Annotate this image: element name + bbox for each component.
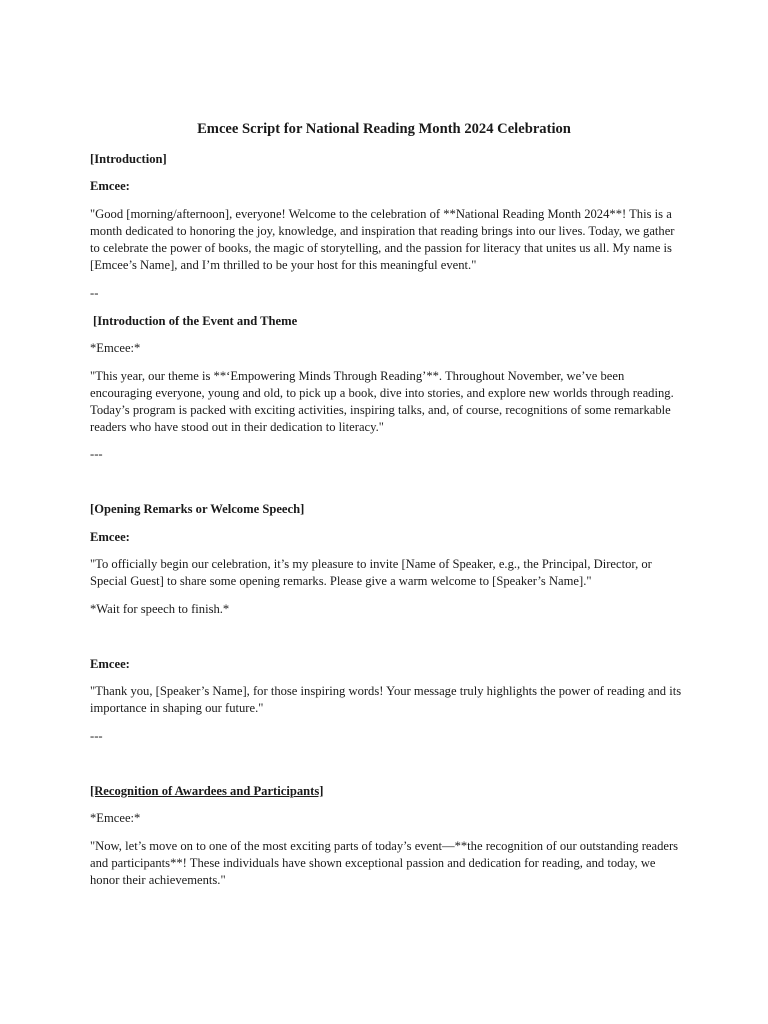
paragraph-opening: "To officially begin our celebration, it’s my pleasure to invite [Name of Speaker, e.g., the Principal, Director, or Special Guest] to share some opening remarks. Please give a warm welcome to [Speaker’s Name]." — [90, 557, 652, 588]
stage-note: *Wait for speech to finish.* — [90, 602, 230, 616]
speaker-label: *Emcee:* — [90, 811, 141, 825]
paragraph-thanks: "Thank you, [Speaker’s Name], for those inspiring words! Your message truly highlights the power of reading and its importance in shaping our future." — [90, 684, 682, 715]
speaker-label: Emcee: — [90, 657, 130, 671]
paragraph-recognition: "Now, let’s move on to one of the most exciting parts of today’s event—**the recognition of our outstanding readers and participants**! These individuals have shown exceptional passion and dedication for reading, and today, we honor their achievements." — [90, 839, 679, 887]
speaker-label: *Emcee:* — [90, 341, 141, 355]
document-title: Emcee Script for National Reading Month 2024 Celebration — [197, 121, 571, 137]
section-heading-recognition: [Recognition of Awardees and Participants] — [90, 784, 324, 798]
divider: --- — [90, 447, 103, 461]
paragraph-introduction: "Good [morning/afternoon], everyone! Welcome to the celebration of **National Reading Month 2024**! This is a month dedicated to honoring the joy, knowledge, and inspiration that reading brings into our lives. Today, we gather to celebrate the power of books, the magic of storytelling, and the passion for literacy that unites us all. My name is [Emcee’s Name], and I’m thrilled to be your host for this meaningful event." — [90, 207, 675, 272]
section-heading-introduction: [Introduction] — [90, 152, 167, 166]
speaker-label: Emcee: — [90, 530, 130, 544]
divider: -- — [90, 286, 99, 300]
section-heading-event-theme: [Introduction of the Event and Theme — [93, 314, 298, 328]
paragraph-theme: "This year, our theme is **‘Empowering Minds Through Reading’**. Throughout November, we’ve been encouraging everyone, young and old, to pick up a book, dive into stories, and explore new worlds through reading. Today’s program is packed with exciting activities, inspiring talks, and, of course, recognitions of some remarkable readers who have stood out in their dedication to literacy." — [90, 369, 674, 434]
section-heading-opening-remarks: [Opening Remarks or Welcome Speech] — [90, 502, 305, 516]
speaker-label: Emcee: — [90, 179, 130, 193]
divider: --- — [90, 729, 103, 743]
